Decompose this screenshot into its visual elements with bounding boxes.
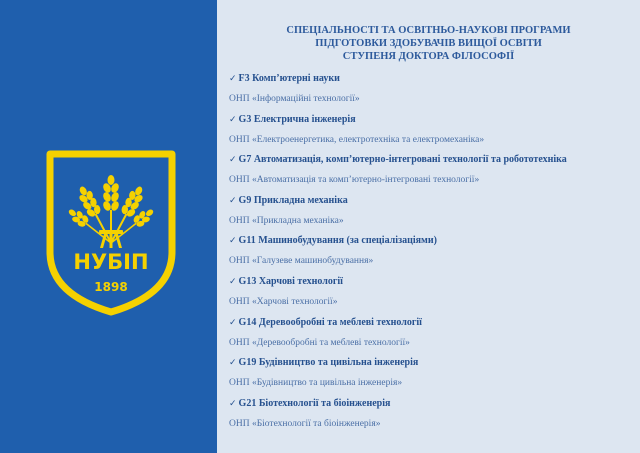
list-item [229,275,634,316]
list-item [229,194,634,235]
list-item [229,397,634,438]
checkmark-icon: ✓ [229,236,237,247]
program-name: ОНП «Електроенергетика, електротехніка та електромеханіка» [229,134,485,145]
specialty-code: G19 Будівництво та цивільна інженерія [238,357,419,369]
checkmark-icon: ✓ [229,276,237,287]
specialty-title [229,356,634,377]
specialty-code: G21 Біотехнології та біоінженерія [238,397,391,409]
checkmark-icon: ✓ [229,398,237,409]
program-name: ОНП «Прикладна механіка» [229,215,344,226]
specialty-title [229,397,634,418]
list-item [229,72,634,113]
specialty-title [229,194,634,215]
checkmark-icon: ✓ [229,317,237,328]
checkmark-icon: ✓ [229,358,237,369]
list-item [229,356,634,397]
list-item [229,234,634,275]
specialties-list [229,72,634,437]
checkmark-icon: ✓ [229,195,237,206]
program-name: ОНП «Біотехнології та біоінженерія» [229,418,381,429]
specialty-title [229,113,634,134]
program-name: ОНП «Харчові технології» [229,296,338,307]
specialty-code: G7 Автоматизація, комп’ютерно-інтегровані технології та робототехніка [238,154,567,166]
specialty-title [229,275,634,296]
program-name: ОНП «Автоматизація та комп’ютерно-інтегровані технології» [229,175,480,186]
university-logo [44,148,178,316]
checkmark-icon: ✓ [229,155,237,166]
specialty-code: F3 Комп’ютерні науки [238,73,340,84]
page-header [217,24,640,63]
program-name: ОНП «Галузеве машинобудування» [229,256,374,267]
specialty-code: G9 Прикладна механіка [238,194,348,206]
list-item [229,316,634,357]
program-name: ОНП «Інформаційні технології» [229,94,360,104]
header-line-3: СТУПЕНЯ ДОКТОРА ФІЛОСОФІЇ [342,51,515,62]
specialty-title [229,72,634,93]
list-item [229,153,634,194]
program-name: ОНП «Будівництво та цивільна інженерія» [229,378,403,389]
header-line-1: СПЕЦІАЛЬНОСТІ ТА ОСВІТНЬО-НАУКОВІ ПРОГРАМИ [286,25,571,36]
list-item [229,113,634,154]
left-panel [0,0,217,453]
specialty-title [229,153,634,174]
checkmark-icon: ✓ [229,74,237,84]
specialty-code: G14 Деревообробні та меблеві технології [238,316,422,328]
logo-year: 1898 [94,280,128,294]
program-name: ОНП «Деревообробні та меблеві технології» [229,337,410,348]
logo-name: НУБІП [73,250,149,274]
checkmark-icon: ✓ [229,114,237,125]
specialty-code: G13 Харчові технології [238,275,343,287]
specialty-code: G3 Електрична інженерія [238,113,356,125]
header-line-2: ПІДГОТОВКИ ЗДОБУВАЧІВ ВИЩОЇ ОСВІТИ [315,38,542,49]
specialty-title [229,234,634,255]
specialty-title [229,316,634,337]
specialty-code: G11 Машинобудування (за спеціалізаціями) [238,235,437,247]
right-panel [217,0,640,453]
